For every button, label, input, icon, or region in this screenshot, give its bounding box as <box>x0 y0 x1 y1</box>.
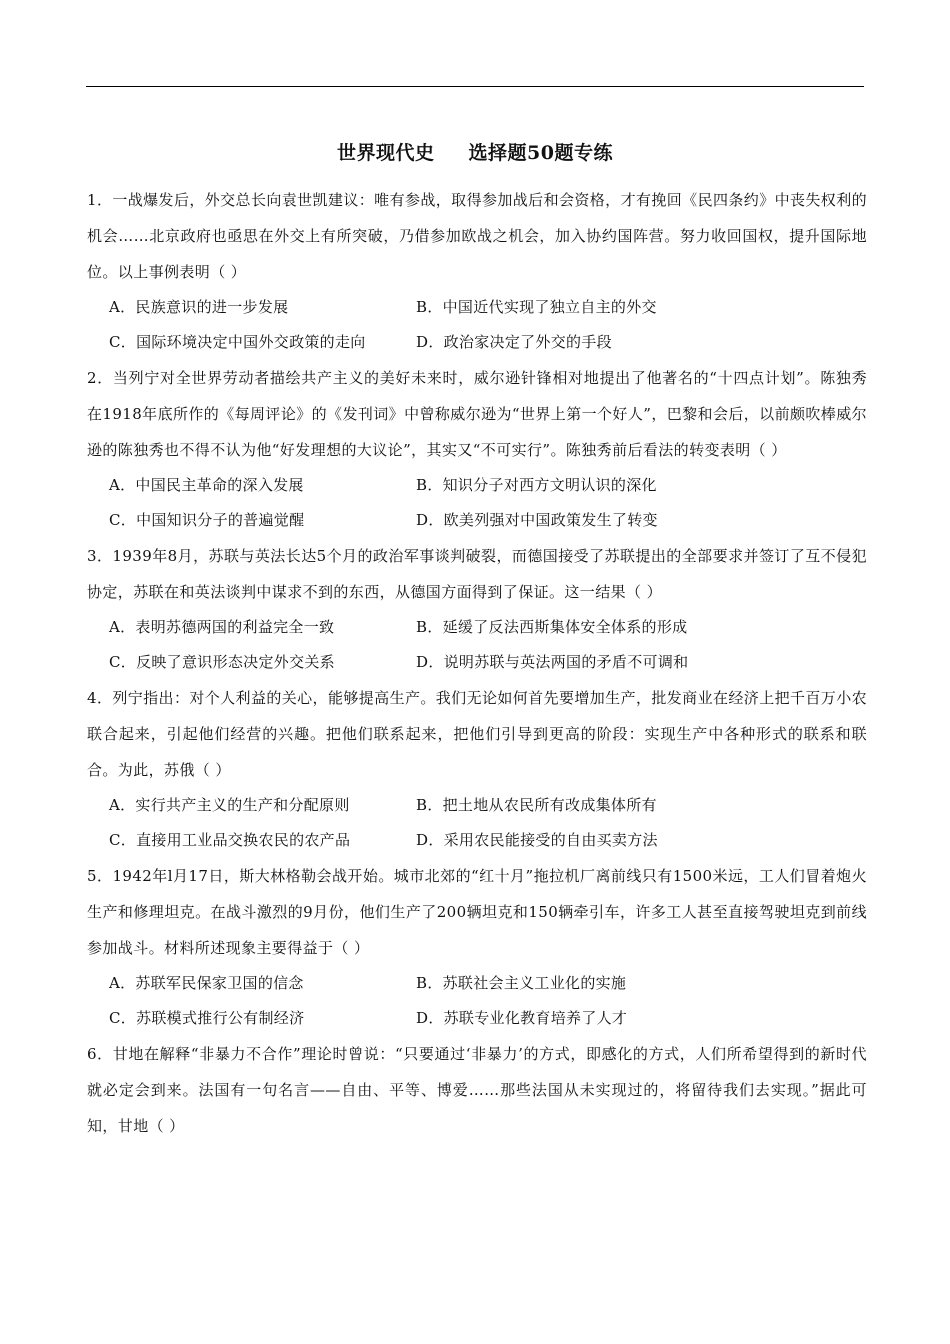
option-b: B．知识分子对西方文明认识的深化 <box>416 476 657 494</box>
option-c: C．直接用工业品交换农民的农产品 <box>109 831 351 849</box>
option-a: A．实行共产主义的生产和分配原则 <box>109 796 350 814</box>
option-a: A．表明苏德两国的利益完全一致 <box>109 618 335 636</box>
question-stem: 5．1942年l月17日，斯大林格勒会战开始。城市北郊的“红十月”拖拉机厂离前线只有1500米远，工人们冒着炮火生产和修理坦克。在战斗激烈的9月份，他们生产了200辆坦克和150辆牵引车，许多工人甚至直接驾驶坦克到前线参加战斗。材料所述现象主要得益于（ ） <box>87 867 867 957</box>
option-b: B．中国近代实现了独立自主的外交 <box>416 298 657 316</box>
question-stem: 2．当列宁对全世界劳动者描绘共产主义的美好未来时，威尔逊针锋相对地提出了他著名的“十四点计划”。陈独秀在1918年底所作的《每周评论》的《发刊词》中曾称威尔逊为“世界上第一个好人”，巴黎和会后，以前颇吹棒威尔逊的陈独秀也不得不认为他“好发理想的大议论”，其实又“不可实行”。陈独秀前后看法的转变表明（ ） <box>87 369 867 459</box>
option-a: A．苏联军民保家卫国的信念 <box>109 974 304 992</box>
option-d: D．苏联专业化教育培养了人才 <box>416 1009 628 1027</box>
question-list <box>87 182 867 1144</box>
option-c: C．国际环境决定中国外交政策的走向 <box>109 333 366 351</box>
options <box>87 610 867 680</box>
question-stem: 1．一战爆发后，外交总长向袁世凯建议：唯有参战，取得参加战后和会资格，才有挽回《民四条约》中丧失权利的机会……北京政府也亟思在外交上有所突破，乃借参加欧战之机会，加入协约国阵营。努力收回国权，提升国际地位。以上事例表明（ ） <box>87 191 867 281</box>
question-2 <box>87 360 867 538</box>
option-a: A．中国民主革命的深入发展 <box>109 476 304 494</box>
question-stem: 3．1939年8月，苏联与英法长达5个月的政治军事谈判破裂，而德国接受了苏联提出的全部要求并签订了互不侵犯协定，苏联在和英法谈判中谋求不到的东西，从德国方面得到了保证。这一结果（ ） <box>87 547 867 601</box>
question-1 <box>87 182 867 360</box>
option-a: A．民族意识的进一步发展 <box>109 298 289 316</box>
options <box>87 788 867 858</box>
page-title-right: 选择题50题专练 <box>468 142 613 164</box>
page-title-left: 世界现代史 <box>337 142 435 164</box>
option-b: B．把土地从农民所有改成集体所有 <box>416 796 657 814</box>
page-title <box>0 138 950 165</box>
question-3 <box>87 538 867 680</box>
option-d: D．说明苏联与英法两国的矛盾不可调和 <box>416 653 689 671</box>
question-stem: 4．列宁指出：对个人利益的关心，能够提高生产。我们无论如何首先要增加生产，批发商业在经济上把千百万小农联合起来，引起他们经营的兴趣。把他们联系起来，把他们引导到更高的阶段：实现生产中各种形式的联系和联合。为此，苏俄（ ） <box>87 689 867 779</box>
options <box>87 290 867 360</box>
option-c: C．苏联模式推行公有制经济 <box>109 1009 305 1027</box>
option-c: C．反映了意识形态决定外交关系 <box>109 653 335 671</box>
question-4 <box>87 680 867 858</box>
question-5 <box>87 858 867 1036</box>
question-6 <box>87 1036 867 1144</box>
question-stem: 6．甘地在解释“非暴力不合作”理论时曾说：“只要通过‘非暴力’的方式，即感化的方式，人们所希望得到的新时代就必定会到来。法国有一句名言——自由、平等、博爱……那些法国从未实现过的，将留待我们去实现。”据此可知，甘地（ ） <box>87 1045 867 1135</box>
option-b: B．苏联社会主义工业化的实施 <box>416 974 627 992</box>
option-d: D．欧美列强对中国政策发生了转变 <box>416 511 658 529</box>
options <box>87 468 867 538</box>
option-d: D．政治家决定了外交的手段 <box>416 333 612 351</box>
options <box>87 966 867 1036</box>
option-b: B．延缓了反法西斯集体安全体系的形成 <box>416 618 688 636</box>
option-c: C．中国知识分子的普遍觉醒 <box>109 511 305 529</box>
option-d: D．采用农民能接受的自由买卖方法 <box>416 831 658 849</box>
header-rule <box>86 86 864 87</box>
